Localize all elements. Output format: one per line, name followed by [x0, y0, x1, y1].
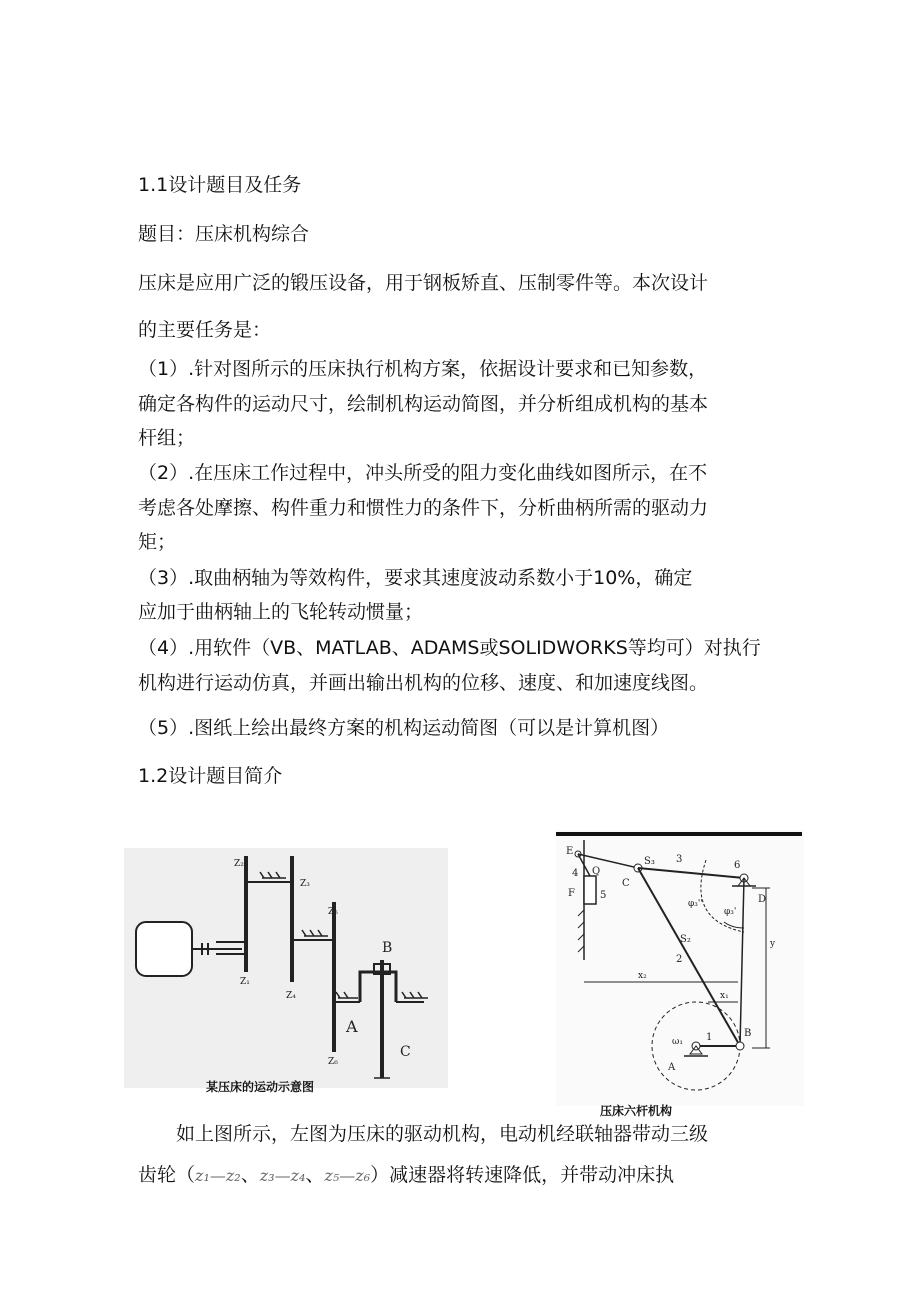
separator-1: 、	[240, 1164, 260, 1186]
label-S2: S₂	[680, 934, 691, 945]
task1-line-3: 杆组；	[138, 427, 196, 449]
separator-2: 、	[305, 1164, 325, 1186]
label-z4: Z₄	[286, 991, 296, 1001]
label-phi3p: φ₃'	[724, 907, 737, 917]
label-S3: S₃	[644, 856, 655, 867]
task4-line-2: 机构进行运动仿真，并画出输出机构的位移、速度、和加速度线图。	[138, 672, 709, 694]
paragraph-line-2-start: 齿轮（	[138, 1164, 196, 1186]
label-A: A	[668, 1062, 676, 1073]
label-6: 6	[734, 860, 741, 871]
task4-line-1: （4）.用软件（VB、MATLAB、ADAMS或SOLIDWORKS等均可）对执行	[138, 637, 761, 659]
label-x1: x₁	[720, 991, 729, 1001]
label-Q: Q	[592, 866, 601, 877]
task2-line-2: 考虑各处摩擦、构件重力和惯性力的条件下，分析曲柄所需的驱动力	[138, 497, 709, 519]
label-z6: Z₆	[328, 1057, 338, 1067]
six-bar-mechanism-figure	[556, 830, 804, 1106]
intro-line-1: 压床是应用广泛的锻压设备，用于钢板矫直、压制零件等。本次设计	[138, 272, 709, 294]
motor	[136, 922, 192, 976]
label-4: 4	[572, 868, 579, 879]
label-C: C	[400, 1044, 411, 1060]
label-z1: Z₁	[240, 977, 250, 987]
label-z2: Z₂	[234, 859, 244, 869]
gear-pair-2: z₃—z₄	[259, 1166, 306, 1185]
label-5: 5	[600, 890, 607, 901]
topic-line: 题目：压床机构综合	[138, 223, 310, 245]
label-E: E	[566, 846, 574, 857]
task3-line-2: 应加于曲柄轴上的飞轮转动惯量；	[138, 601, 424, 623]
paragraph-line-2-end: ）减速器将转速降低，并带动冲床执	[370, 1164, 675, 1186]
label-y: y	[770, 939, 776, 949]
label-A: A	[346, 1017, 358, 1036]
left-figure-caption: 某压床的运动示意图	[206, 1080, 315, 1094]
paragraph-line-1: 如上图所示，左图为压床的驱动机构，电动机经联轴器带动三级	[176, 1123, 709, 1145]
s12-title: 1.2设计题目简介	[138, 765, 283, 787]
task2-line-3: 矩；	[138, 531, 177, 553]
label-B: B	[744, 1028, 752, 1039]
task1-line-1: （1）.针对图所示的压床执行机构方案，依据设计要求和已知参数，	[138, 358, 708, 380]
label-3: 3	[676, 854, 683, 865]
task1-line-2: 确定各构件的运动尺寸，绘制机构运动简图，并分析组成机构的基本	[138, 393, 709, 415]
label-2: 2	[676, 954, 683, 965]
label-C: C	[622, 878, 630, 889]
gear-pair-3: z₅—z₆	[324, 1166, 371, 1185]
s11-title: 1.1设计题目及任务	[138, 174, 302, 196]
label-D: D	[758, 894, 767, 905]
label-phi3pp: φ₃''	[688, 899, 703, 909]
paragraph-line-2	[138, 1163, 674, 1188]
gear-pair-1: z₁—z₂	[195, 1166, 241, 1185]
label-z3: Z₃	[300, 879, 310, 889]
task3-line-1: （3）.取曲柄轴为等效构件，要求其速度波动系数小于10%，确定	[138, 567, 693, 589]
label-1: 1	[706, 1032, 713, 1043]
label-F: F	[568, 888, 575, 899]
task2-line-1: （2）.在压床工作过程中，冲头所受的阻力变化曲线如图所示，在不	[138, 462, 708, 484]
label-B: B	[382, 940, 393, 956]
right-figure-caption: 压床六杆机构	[600, 1104, 673, 1118]
label-x2: x₂	[638, 971, 647, 981]
intro-line-2: 的主要任务是：	[138, 319, 272, 341]
task5-line: （5）.图纸上绘出最终方案的机构运动简图（可以是计算机图）	[138, 717, 670, 739]
drive-mechanism-figure	[124, 842, 448, 1098]
label-z5: Z₅	[328, 907, 338, 917]
label-omega1: ω₁	[672, 1037, 683, 1047]
